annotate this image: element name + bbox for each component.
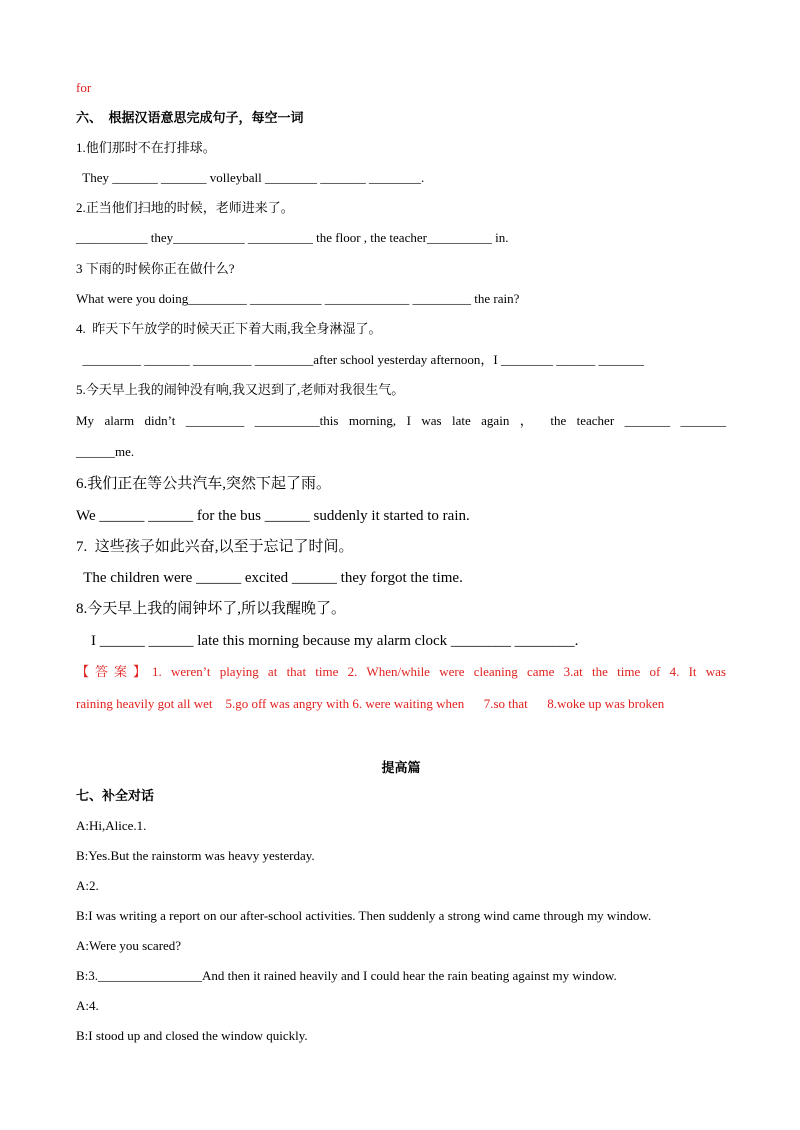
q4-english: _________ _______ _________ _________after school yesterday afternoon，I ________ ______ _______ [76,352,644,367]
dialogue-line-5: A:Were you scared? [76,938,182,953]
answer-line2: raining heavily got all wet 5.go off was angry with 6. were waiting when 7.so that 8.woke up was broken [76,696,665,711]
q1-chinese: 1.他们那时不在打排球。 [76,140,216,155]
q5-chinese: 5.今天早上我的闹钟没有响,我又迟到了,老师对我很生气。 [76,382,405,397]
q3-chinese: 3 下雨的时候你正在做什么? [76,261,235,276]
answer-line1: 【答案】1. weren’t playing at that time 2. When/while were cleaning came 3.at the time of 4. It was [76,664,726,679]
q1-english: They _______ _______ volleyball ________ _______ ________. [76,170,425,185]
dialogue-line-3: A:2. [76,878,99,893]
q2-english: ___________ they___________ __________ the floor , the teacher__________ in. [76,230,509,245]
q2-chinese: 2.正当他们扫地的时候，老师进来了。 [76,200,294,215]
top-word: for [76,80,92,95]
dialogue-line-2: B:Yes.But the rainstorm was heavy yesterday. [76,848,315,863]
section7-heading: 七、补全对话 [76,788,155,803]
q7-english: The children were ______ excited ______ they forgot the time. [76,570,463,586]
q7-chinese: 7. 这些孩子如此兴奋,以至于忘记了时间。 [76,539,354,555]
advanced-title: 提高篇 [381,760,421,775]
q5-english-line2: ______me. [76,444,135,459]
q8-english: I ______ ______ late this morning because my alarm clock ________ ________. [76,633,579,649]
q4-chinese: 4. 昨天下午放学的时候天正下着大雨,我全身淋湿了。 [76,321,382,336]
dialogue-line-7: A:4. [76,998,99,1013]
q3-english: What were you doing_________ ___________ _____________ _________ the rain? [76,291,520,306]
q6-chinese: 6.我们正在等公共汽车,突然下起了雨。 [76,476,332,492]
q6-english: We ______ ______ for the bus ______ suddenly it started to rain. [76,508,470,524]
dialogue-line-4: B:I was writing a report on our after-school activities. Then suddenly a strong wind came through my window. [76,908,652,923]
dialogue-line-6: B:3.________________And then it rained heavily and I could hear the rain beating against my window. [76,968,617,983]
q5-english-line1: My alarm didn’t _________ __________this morning, I was late again ， the teacher _______ _______ [76,413,726,428]
section6-heading: 六、 根据汉语意思完成句子，每空一词 [76,110,304,125]
dialogue-line-8: B:I stood up and closed the window quickly. [76,1028,308,1043]
q8-chinese: 8.今天早上我的闹钟坏了,所以我醒晚了。 [76,601,347,617]
dialogue-line-1: A:Hi,Alice.1. [76,818,147,833]
